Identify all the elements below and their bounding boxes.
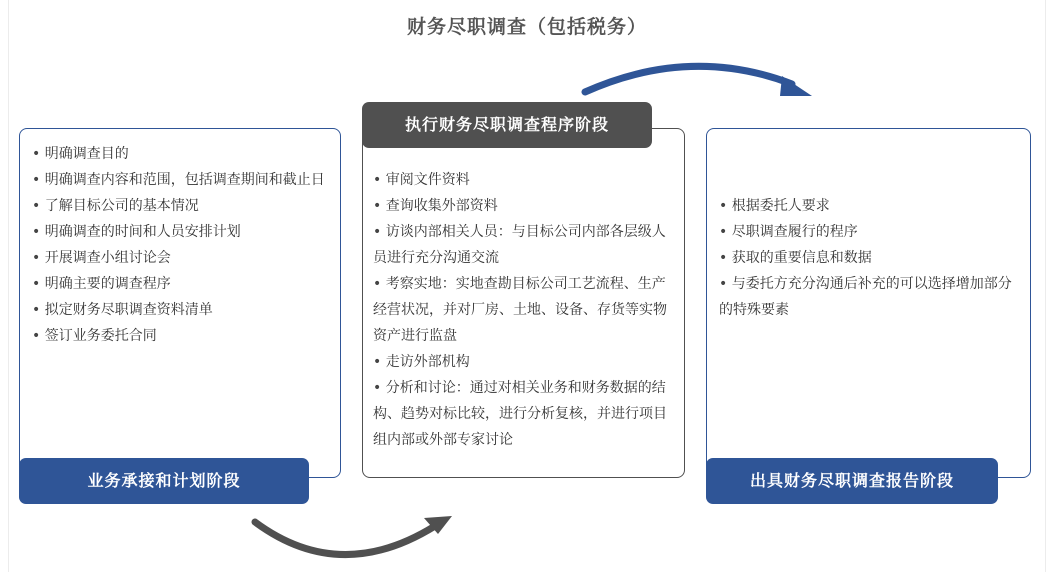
list-item: • 开展调查小组讨论会: [32, 245, 330, 271]
list-item: • 查询收集外部资料: [373, 193, 674, 219]
list-item: • 签订业务委托合同: [32, 323, 330, 349]
list-item: • 审阅文件资料: [373, 167, 674, 193]
stage-1-list: [32, 141, 330, 349]
list-item: • 访谈内部相关人员：与目标公司内部各层级人员进行充分沟通交流: [373, 219, 674, 271]
bottom-curved-arrow: [255, 522, 435, 555]
stage-3-panel: [706, 128, 1031, 478]
list-item: • 获取的重要信息和数据: [719, 245, 1020, 271]
top-curved-arrow: [585, 66, 792, 92]
list-item: • 尽职调查履行的程序: [719, 219, 1020, 245]
stage-3-label: 出具财务尽职调查报告阶段: [706, 458, 998, 504]
stage-1-label: 业务承接和计划阶段: [19, 458, 309, 504]
list-item: • 考察实地：实地查勘目标公司工艺流程、生产经营状况，并对厂房、土地、设备、存货等实物资产进行监盘: [373, 271, 674, 349]
top-arrow-head: [780, 76, 812, 96]
list-item: • 分析和讨论：通过对相关业务和财务数据的结构、趋势对标比较，进行分析复核，并进行项目组内部或外部专家讨论: [373, 375, 674, 453]
list-item: • 拟定财务尽职调查资料清单: [32, 297, 330, 323]
list-item: • 走访外部机构: [373, 349, 674, 375]
stage-2-label: 执行财务尽职调查程序阶段: [362, 102, 652, 148]
list-item: • 明确调查的时间和人员安排计划: [32, 219, 330, 245]
stage-2-panel: [362, 128, 685, 478]
list-item: • 了解目标公司的基本情况: [32, 193, 330, 219]
list-item: • 明确主要的调查程序: [32, 271, 330, 297]
list-item: • 根据委托人要求: [719, 193, 1020, 219]
stage-2-list: [373, 167, 674, 453]
list-item: • 与委托方充分沟通后补充的可以选择增加部分的特殊要素: [719, 271, 1020, 323]
diagram-title: 财务尽职调查（包括税务）: [406, 16, 647, 38]
stage-3-list: [719, 193, 1020, 323]
list-item: • 明确调查内容和范围，包括调查期间和截止日: [32, 167, 330, 193]
list-item: • 明确调查目的: [32, 141, 330, 167]
stage-1-panel: [19, 128, 341, 478]
